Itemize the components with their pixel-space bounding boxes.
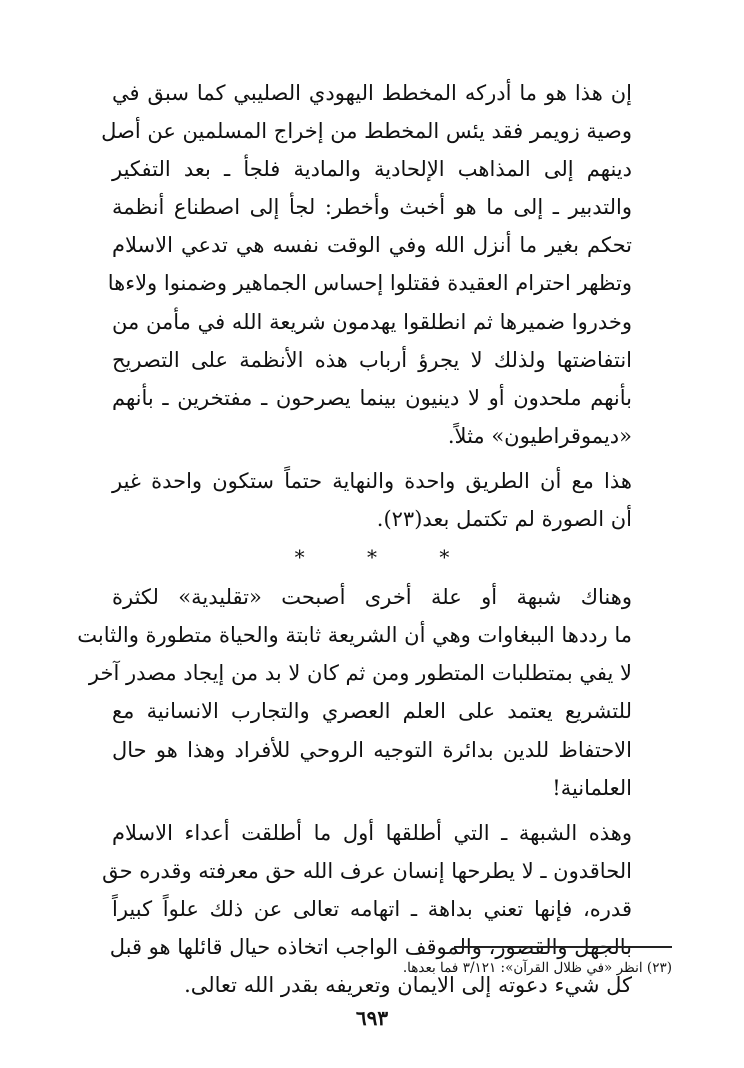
main-text [77,74,632,1004]
text-line: انتفاضتها ولذلك لا يجرؤ أرباب هذه الأنظمة على التصريح [112,347,632,372]
text-line: «ديموقراطيون» مثلاً. [447,423,632,448]
text-line: والتدبير ـ إلى ما هو أخبث وأخطر: لجأ إلى اصطناع أنظمة [112,195,632,220]
text-line: هذا مع أن الطريق واحدة والنهاية حتماً ستكون واحدة غير [112,468,632,493]
text-line: وصية زويمر فقد يئس المخطط من إخراج المسلمين عن أصل [101,119,632,144]
text-line: إن هذا هو ما أدركه المخطط اليهودي الصليبي كما سبق في [112,81,632,105]
paragraph-2 [112,462,632,538]
text-line: وهناك شبهة أو علة أخرى أصبحت «تقليدية» لكثرة [112,585,632,610]
footnote-divider [454,946,672,948]
section-separator: * * * [294,545,478,570]
text-line: بالجهل والقصور، والموقف الواجب اتخاذه حيال قائلها هو قبل [109,934,632,959]
text-line: دينهم إلى المذاهب الإلحادية والمادية فلجأ ـ بعد التفكير [112,157,632,182]
text-line: قدره، فإنها تعني بداهة ـ اتهامه تعالى عن ذلك علواً كبيراً [112,896,632,921]
text-line: كل شيء دعوته إلى الايمان وتعريفه بقدر الله تعالى. [184,973,632,998]
paragraph-3 [77,578,632,807]
text-line: العلمانية! [552,775,632,800]
text-line: وهذه الشبهة ـ التي أطلقها أول ما أطلقت أعداء الاسلام [112,820,632,845]
text-line: تحكم بغير ما أنزل الله وفي الوقت نفسه هي تدعي الاسلام [112,233,632,258]
page-number: ٦٩٣ [355,1006,389,1030]
text-line: لا يفي بمتطلبات المتطور ومن ثم كان لا بد من إيجاد مصدر آخر [88,661,632,686]
text-line: ما رددها الببغاوات وهي أن الشريعة ثابتة والحياة متطورة والثابت [77,623,632,648]
text-line: أن الصورة لم تكتمل بعد(٢٣). [376,507,632,532]
text-line: بأنهم ملحدون أو لا دينيون بينما يصرحون ـ مفتخرين ـ بأنهم [112,385,632,410]
footnote: (٢٣) انظر «في ظلال القرآن»: ٣/١٢١ فما بعدها. [402,960,672,976]
text-line: وخدروا ضميرها ثم انطلقوا يهدمون شريعة الله في مأمن من [112,309,632,334]
text-line: وتظهر احترام العقيدة فقتلوا إحساس الجماهير وضمنوا ولاءها [107,271,632,296]
paragraph-1 [101,74,632,455]
text-line: الحاقدون ـ لا يطرحها إنسان عرف الله حق معرفته وقدره حق [102,858,632,883]
text-line: للتشريع يعتمد على العلم العصري والتجارب الانسانية مع [112,699,632,724]
text-line: الاحتفاظ للدين بدائرة التوجيه الروحي للأفراد وهذا هو حال [112,737,632,762]
